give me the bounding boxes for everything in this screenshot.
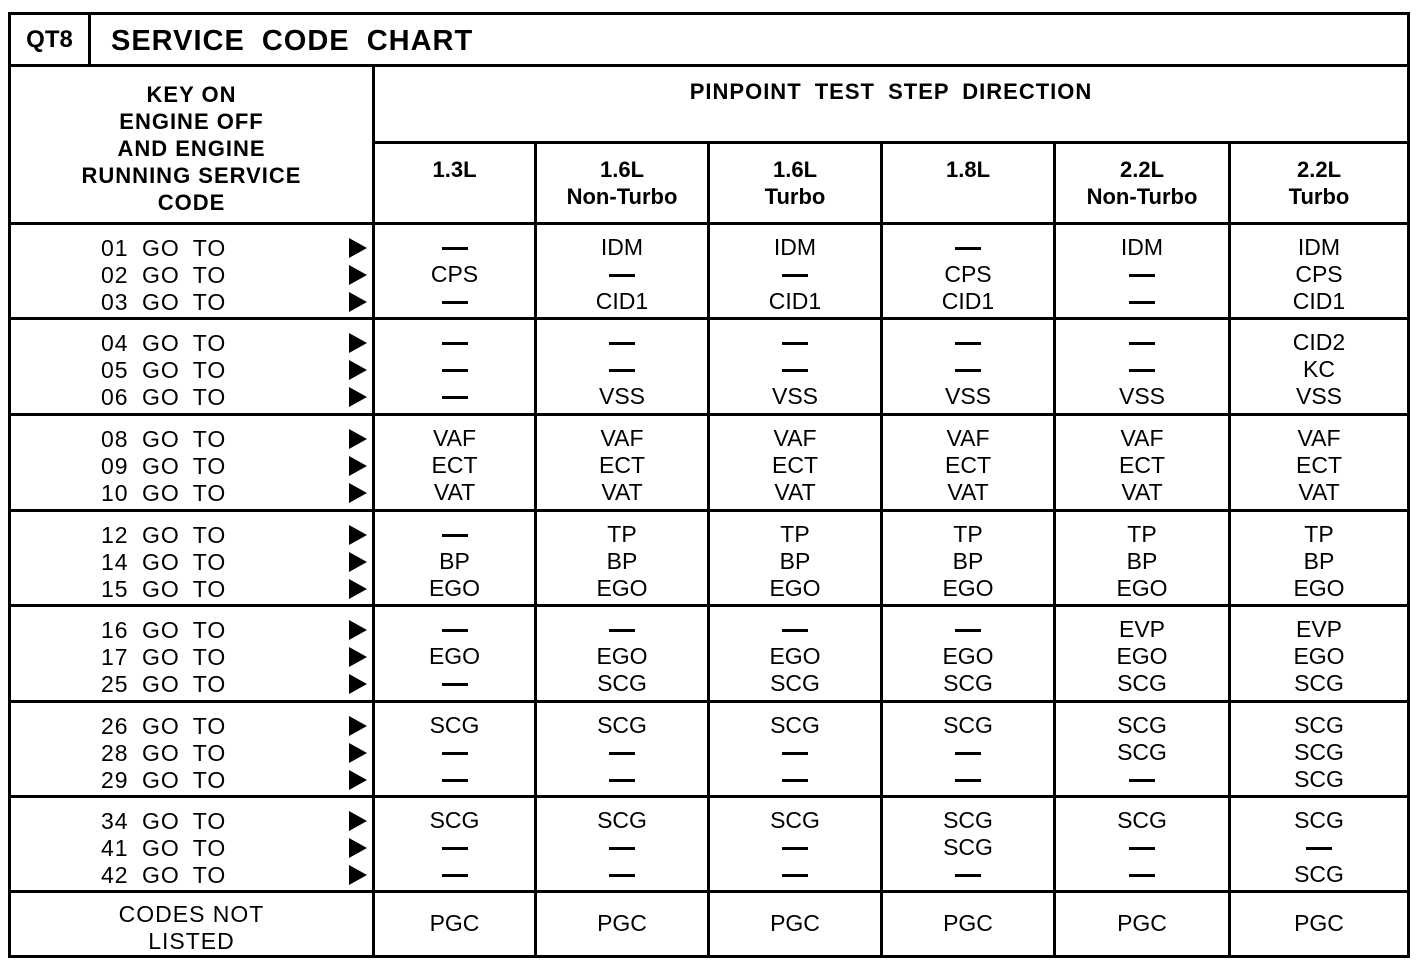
pinpoint-step-value: IDM [1297,234,1341,260]
arrow-right-icon [349,387,367,407]
step-cell [1056,225,1231,317]
pinpoint-step-value: IDM [600,234,644,260]
pinpoint-step-value: EGO [769,575,821,601]
pinpoint-step-value: VAT [774,479,816,505]
service-code-label: 06 GO TO [101,384,227,410]
step-cell [883,512,1056,604]
pinpoint-step-value: VAF [946,425,990,451]
pinpoint-step-value: VAF [1297,425,1341,451]
step-cell [537,703,710,795]
arrow-right-icon [349,238,367,258]
arrow-right-icon [349,620,367,640]
service-code-label: 10 GO TO [101,480,227,506]
dash-marker [1129,274,1155,277]
step-cell [1056,893,1231,955]
dash-marker [1129,301,1155,304]
dash-marker [609,342,635,345]
step-cell [1231,607,1407,700]
pinpoint-step-value: VAT [433,479,476,505]
step-cell [1056,607,1231,700]
step-cell [1231,798,1407,890]
step-cell [1056,512,1231,604]
step-cell [375,798,537,890]
service-codes-cell [11,607,375,700]
service-code-label: 26 GO TO [101,713,227,739]
arrow-right-icon [349,579,367,599]
step-cell [375,320,537,413]
pinpoint-step-value: SCG [597,670,647,696]
pinpoint-step-value: CPS [430,261,479,287]
step-cell [883,416,1056,509]
pinpoint-step-value: SCG [1117,670,1167,696]
pinpoint-step-value: BP [606,548,638,574]
dash-marker [442,342,468,345]
pinpoint-step-value: VAF [773,425,817,451]
code-group-row [11,703,1407,798]
step-cell [537,607,710,700]
pinpoint-step-value: SCG [943,834,993,860]
step-cell [883,607,1056,700]
service-code-label: 15 GO TO [101,576,227,602]
pinpoint-step-value: BP [1303,548,1335,574]
arrow-right-icon [349,811,367,831]
pinpoint-step-value: ECT [1296,452,1342,478]
pinpoint-step-value: VSS [1295,383,1343,409]
service-codes-cell [11,225,375,317]
pinpoint-step-value: BP [439,548,470,574]
code-group-row [11,320,1407,416]
dash-marker [442,301,468,304]
pinpoint-step-value: BP [1126,548,1158,574]
step-cell [710,512,883,604]
step-cell [883,703,1056,795]
service-code-label: 09 GO TO [101,453,227,479]
pinpoint-step-value: SCG [1294,712,1344,738]
pinpoint-step-value: EVP [1118,616,1166,642]
pinpoint-step-value: VAT [1298,479,1340,505]
column-header: 1.8L [883,144,1056,225]
dash-marker [1129,779,1155,782]
step-cell [710,607,883,700]
step-cell [537,512,710,604]
pinpoint-step-value: SCG [1294,670,1344,696]
pinpoint-step-value: EGO [942,575,994,601]
dash-marker [955,247,981,250]
pinpoint-step-value: BP [779,548,811,574]
dash-marker [782,342,808,345]
pinpoint-step-value: TP [607,521,637,547]
pinpoint-step-value: EGO [1116,643,1168,669]
dash-marker [609,274,635,277]
service-codes-cell [11,416,375,509]
pinpoint-step-value: SCG [1294,739,1344,765]
pinpoint-step-value: SCG [597,807,647,833]
step-cell [883,225,1056,317]
pinpoint-step-value: PGC [943,910,993,936]
dash-marker [442,752,468,755]
pinpoint-step-value: SCG [429,807,480,833]
dash-marker [782,847,808,850]
pinpoint-step-value: PGC [1294,910,1344,936]
dash-marker [609,369,635,372]
arrow-right-icon [349,333,367,353]
dash-marker [1129,369,1155,372]
arrow-right-icon [349,647,367,667]
pinpoint-step-value: VAF [1120,425,1164,451]
step-cell [1231,225,1407,317]
step-cell [537,225,710,317]
chart-title: SERVICE CODE CHART [111,25,474,57]
pinpoint-step-value: ECT [1119,452,1165,478]
dash-marker [955,629,981,632]
pinpoint-header: PINPOINT TEST STEP DIRECTION [375,67,1407,144]
pinpoint-step-value: SCG [770,670,820,696]
service-code-label: 28 GO TO [101,740,227,766]
step-cell [883,798,1056,890]
service-code-label: 12 GO TO [101,522,227,548]
title-bar [11,15,1407,67]
dash-marker [1129,847,1155,850]
arrow-right-icon [349,525,367,545]
dash-marker [955,779,981,782]
column-header: 1.6L Turbo [710,144,883,225]
service-code-label: 14 GO TO [101,549,227,575]
pinpoint-step-value: CID1 [1292,288,1346,314]
service-codes-cell [11,320,375,413]
column-header: 1.6L Non-Turbo [537,144,710,225]
step-cell [375,703,537,795]
code-group-row [11,225,1407,320]
pinpoint-step-value: TP [1304,521,1334,547]
chart-tag: QT8 [11,15,91,64]
dash-marker [782,274,808,277]
pinpoint-step-value: ECT [772,452,818,478]
dash-marker [782,369,808,372]
dash-marker [1306,847,1332,850]
dash-marker [1129,874,1155,877]
pinpoint-step-value: CID1 [768,288,822,314]
dash-marker [609,629,635,632]
step-cell [710,225,883,317]
pinpoint-step-value: VAT [1121,479,1163,505]
column-header: 2.2L Non-Turbo [1056,144,1231,225]
pinpoint-step-value: PGC [770,910,820,936]
dash-marker [442,847,468,850]
step-cell [1231,320,1407,413]
arrow-right-icon [349,838,367,858]
pinpoint-step-value: VAF [600,425,644,451]
step-cell [710,893,883,955]
pinpoint-step-value: VSS [771,383,819,409]
step-cell [710,320,883,413]
dash-marker [609,779,635,782]
pinpoint-step-value: VSS [944,383,992,409]
step-cell [883,893,1056,955]
step-cell [537,798,710,890]
service-code-label: 16 GO TO [101,617,227,643]
codes-not-listed-label: CODES NOT LISTED [11,893,375,955]
pinpoint-step-value: SCG [1294,766,1344,792]
pinpoint-step-value: VAF [432,425,477,451]
pinpoint-step-value: VAT [947,479,989,505]
pinpoint-step-value: TP [1127,521,1157,547]
pinpoint-step-value: EGO [769,643,821,669]
step-cell [537,320,710,413]
pinpoint-step-value: EGO [596,643,648,669]
code-group-row [11,416,1407,512]
dash-marker [442,683,468,686]
dash-marker [955,369,981,372]
arrow-right-icon [349,865,367,885]
pinpoint-step-value: SCG [429,712,480,738]
arrow-right-icon [349,292,367,312]
pinpoint-step-value: IDM [773,234,817,260]
step-cell [1056,798,1231,890]
step-cell [375,225,537,317]
arrow-right-icon [349,429,367,449]
service-code-label: 08 GO TO [101,426,227,452]
service-code-label: 17 GO TO [101,644,227,670]
pinpoint-step-value: EGO [942,643,994,669]
pinpoint-step-value: KC [1303,356,1335,382]
pinpoint-step-value: TP [780,521,810,547]
pinpoint-step-value: SCG [1117,739,1167,765]
service-code-label: 25 GO TO [101,671,227,697]
service-code-label: 29 GO TO [101,767,227,793]
step-cell [1231,703,1407,795]
column-header: 2.2L Turbo [1231,144,1407,225]
dash-marker [442,534,468,537]
pinpoint-step-value: VSS [598,383,646,409]
arrow-right-icon [349,483,367,503]
pinpoint-step-value: SCG [943,807,993,833]
arrow-right-icon [349,265,367,285]
arrow-right-icon [349,360,367,380]
pinpoint-step-value: IDM [1120,234,1164,260]
service-code-label: 41 GO TO [101,835,227,861]
arrow-right-icon [349,552,367,572]
service-code-label: 01 GO TO [101,235,227,261]
arrow-right-icon [349,674,367,694]
step-cell [1056,703,1231,795]
step-cell [1056,320,1231,413]
pinpoint-step-value: SCG [1117,807,1167,833]
dash-marker [442,874,468,877]
step-cell [375,512,537,604]
pinpoint-step-value: PGC [1117,910,1167,936]
step-cell [1231,416,1407,509]
service-code-header-text: KEY ON ENGINE OFF AND ENGINE RUNNING SERVICE CODE [81,82,302,215]
codes-not-listed-row [11,893,1407,955]
pinpoint-step-value: SCG [1294,807,1344,833]
step-cell [883,320,1056,413]
pinpoint-step-value: ECT [599,452,645,478]
service-codes-cell [11,703,375,795]
step-cell [537,416,710,509]
step-cell [375,416,537,509]
pinpoint-step-value: EVP [1295,616,1343,642]
step-cell [1056,416,1231,509]
step-cell [1231,512,1407,604]
dash-marker [609,874,635,877]
pinpoint-step-value: SCG [1117,712,1167,738]
step-cell [710,416,883,509]
pinpoint-step-value: EGO [1293,575,1345,601]
pinpoint-step-value: CID2 [1292,329,1346,355]
dash-marker [442,369,468,372]
pinpoint-step-value: BP [952,548,984,574]
service-codes-cell [11,512,375,604]
dash-marker [609,847,635,850]
dash-marker [955,342,981,345]
step-cell [375,607,537,700]
step-cell [375,893,537,955]
pinpoint-step-value: EGO [428,575,481,601]
service-code-column-header [11,67,375,225]
pinpoint-step-value: VSS [1118,383,1166,409]
pinpoint-step-value: EGO [428,643,481,669]
pinpoint-step-value: SCG [770,807,820,833]
step-cell [1231,893,1407,955]
step-cell [537,893,710,955]
service-code-label: 42 GO TO [101,862,227,888]
pinpoint-step-value: CPS [944,261,992,287]
dash-marker [782,874,808,877]
dash-marker [782,779,808,782]
pinpoint-step-value: TP [953,521,983,547]
code-group-row [11,798,1407,893]
pinpoint-step-value: VAT [601,479,643,505]
pinpoint-step-value: CID1 [595,288,649,314]
dash-marker [442,629,468,632]
pinpoint-step-value: PGC [597,910,647,936]
pinpoint-step-value: SCG [597,712,647,738]
dash-marker [782,752,808,755]
column-header: 1.3L [375,144,537,225]
pinpoint-step-value: EGO [1293,643,1345,669]
service-code-label: 02 GO TO [101,262,227,288]
step-cell [710,798,883,890]
pinpoint-step-value: EGO [596,575,648,601]
pinpoint-step-value: SCG [770,712,820,738]
service-codes-cell [11,798,375,890]
dash-marker [955,752,981,755]
dash-marker [442,779,468,782]
service-code-label: 04 GO TO [101,330,227,356]
pinpoint-step-value: ECT [431,452,478,478]
service-code-label: 03 GO TO [101,289,227,315]
dash-marker [442,396,468,399]
pinpoint-step-value: SCG [1294,861,1344,887]
dash-marker [442,247,468,250]
dash-marker [782,629,808,632]
pinpoint-step-value: SCG [943,712,993,738]
pinpoint-step-value: ECT [945,452,991,478]
pinpoint-step-value: EGO [1116,575,1168,601]
service-code-label: 05 GO TO [101,357,227,383]
pinpoint-step-value: CID1 [941,288,995,314]
pinpoint-step-value: CPS [1295,261,1343,287]
code-group-row [11,512,1407,607]
pinpoint-step-value: PGC [429,910,480,936]
dash-marker [1129,342,1155,345]
arrow-right-icon [349,743,367,763]
arrow-right-icon [349,770,367,790]
step-cell [710,703,883,795]
dash-marker [955,874,981,877]
service-code-label: 34 GO TO [101,808,227,834]
dash-marker [609,752,635,755]
arrow-right-icon [349,456,367,476]
pinpoint-step-value: SCG [943,670,993,696]
code-group-row [11,607,1407,703]
arrow-right-icon [349,716,367,736]
service-code-chart [8,12,1410,958]
